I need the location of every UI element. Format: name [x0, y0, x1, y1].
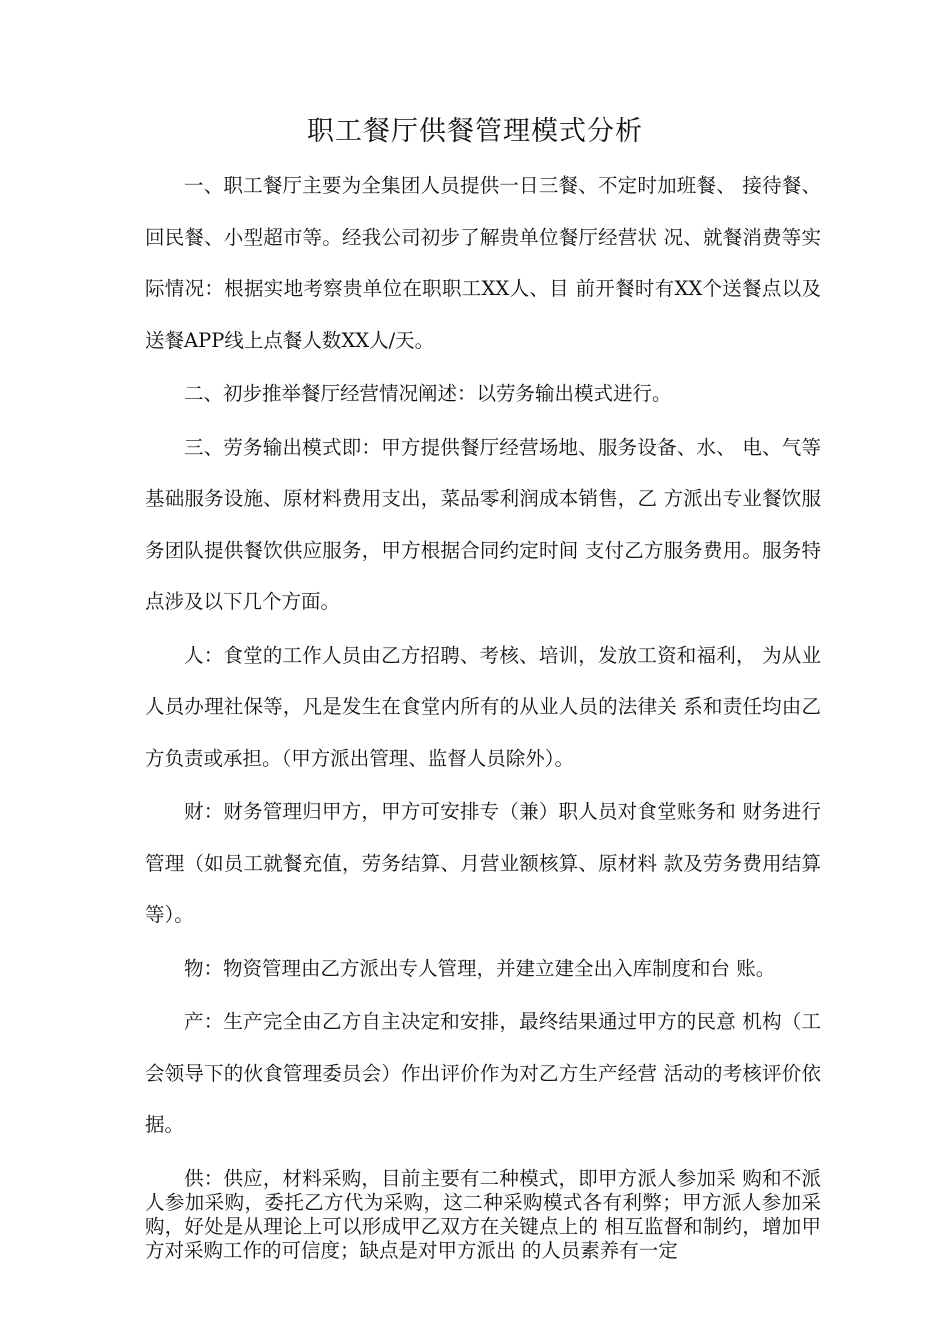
paragraph-supply: 供：供应，材料采购，目前主要有二种模式，即甲方派人参加采 购和不派人参加采购，委托乙方代为采购，这二种采购模式各有利弊；甲方派人参加采购，好处是从理论上可以形成甲乙双方在关键点上的 相互监督和制约，增加甲方对采购工作的可信度；缺点是对甲方派出 的人员素养有一定 [145, 1166, 821, 1262]
paragraph-labor-model: 三、劳务输出模式即：甲方提供餐厅经营场地、服务设备、水、 电、气等基础服务设施、原材料费用支出，菜品零利润成本销售，乙 方派出专业餐饮服务团队提供餐饮供应服务，甲方根据合同约定时间 支付乙方服务费用。服务特点涉及以下几个方面。 [145, 435, 821, 613]
paragraph-personnel: 人：食堂的工作人员由乙方招聘、考核、培训，发放工资和福利， 为从业人员办理社保等，凡是发生在食堂内所有的从业人员的法律关 系和责任均由乙方负责或承担。（甲方派出管理、监督人员除外）。 [145, 643, 821, 770]
paragraph-finance: 财：财务管理归甲方，甲方可安排专（兼）职人员对食堂账务和 财务进行管理（如员工就餐充值，劳务结算、月营业额核算、原材料 款及劳务费用结算等）。 [145, 800, 821, 926]
paragraph-overview: 一、职工餐厅主要为全集团人员提供一日三餐、不定时加班餐、 接待餐、回民餐、小型超市等。经我公司初步了解贵单位餐厅经营状 况、就餐消费等实际情况：根据实地考察贵单位在职职工XX人、目 前开餐时有XX个送餐点以及送餐APP线上点餐人数XX人/天。 [145, 174, 821, 352]
document-body [145, 160, 821, 1265]
paragraph-materials: 物：物资管理由乙方派出专人管理，并建立建全出入库制度和台 账。 [184, 956, 776, 980]
paragraph-recommendation: 二、初步推举餐厅经营情况阐述：以劳务输出模式进行。 [184, 382, 672, 405]
document-title: 职工餐厅供餐管理模式分析 [307, 116, 643, 147]
paragraph-production: 产：生产完全由乙方自主决定和安排，最终结果通过甲方的民意 机构（工会领导下的伙食管理委员会）作出评价作为对乙方生产经营 活动的考核评价依据。 [145, 1010, 821, 1136]
